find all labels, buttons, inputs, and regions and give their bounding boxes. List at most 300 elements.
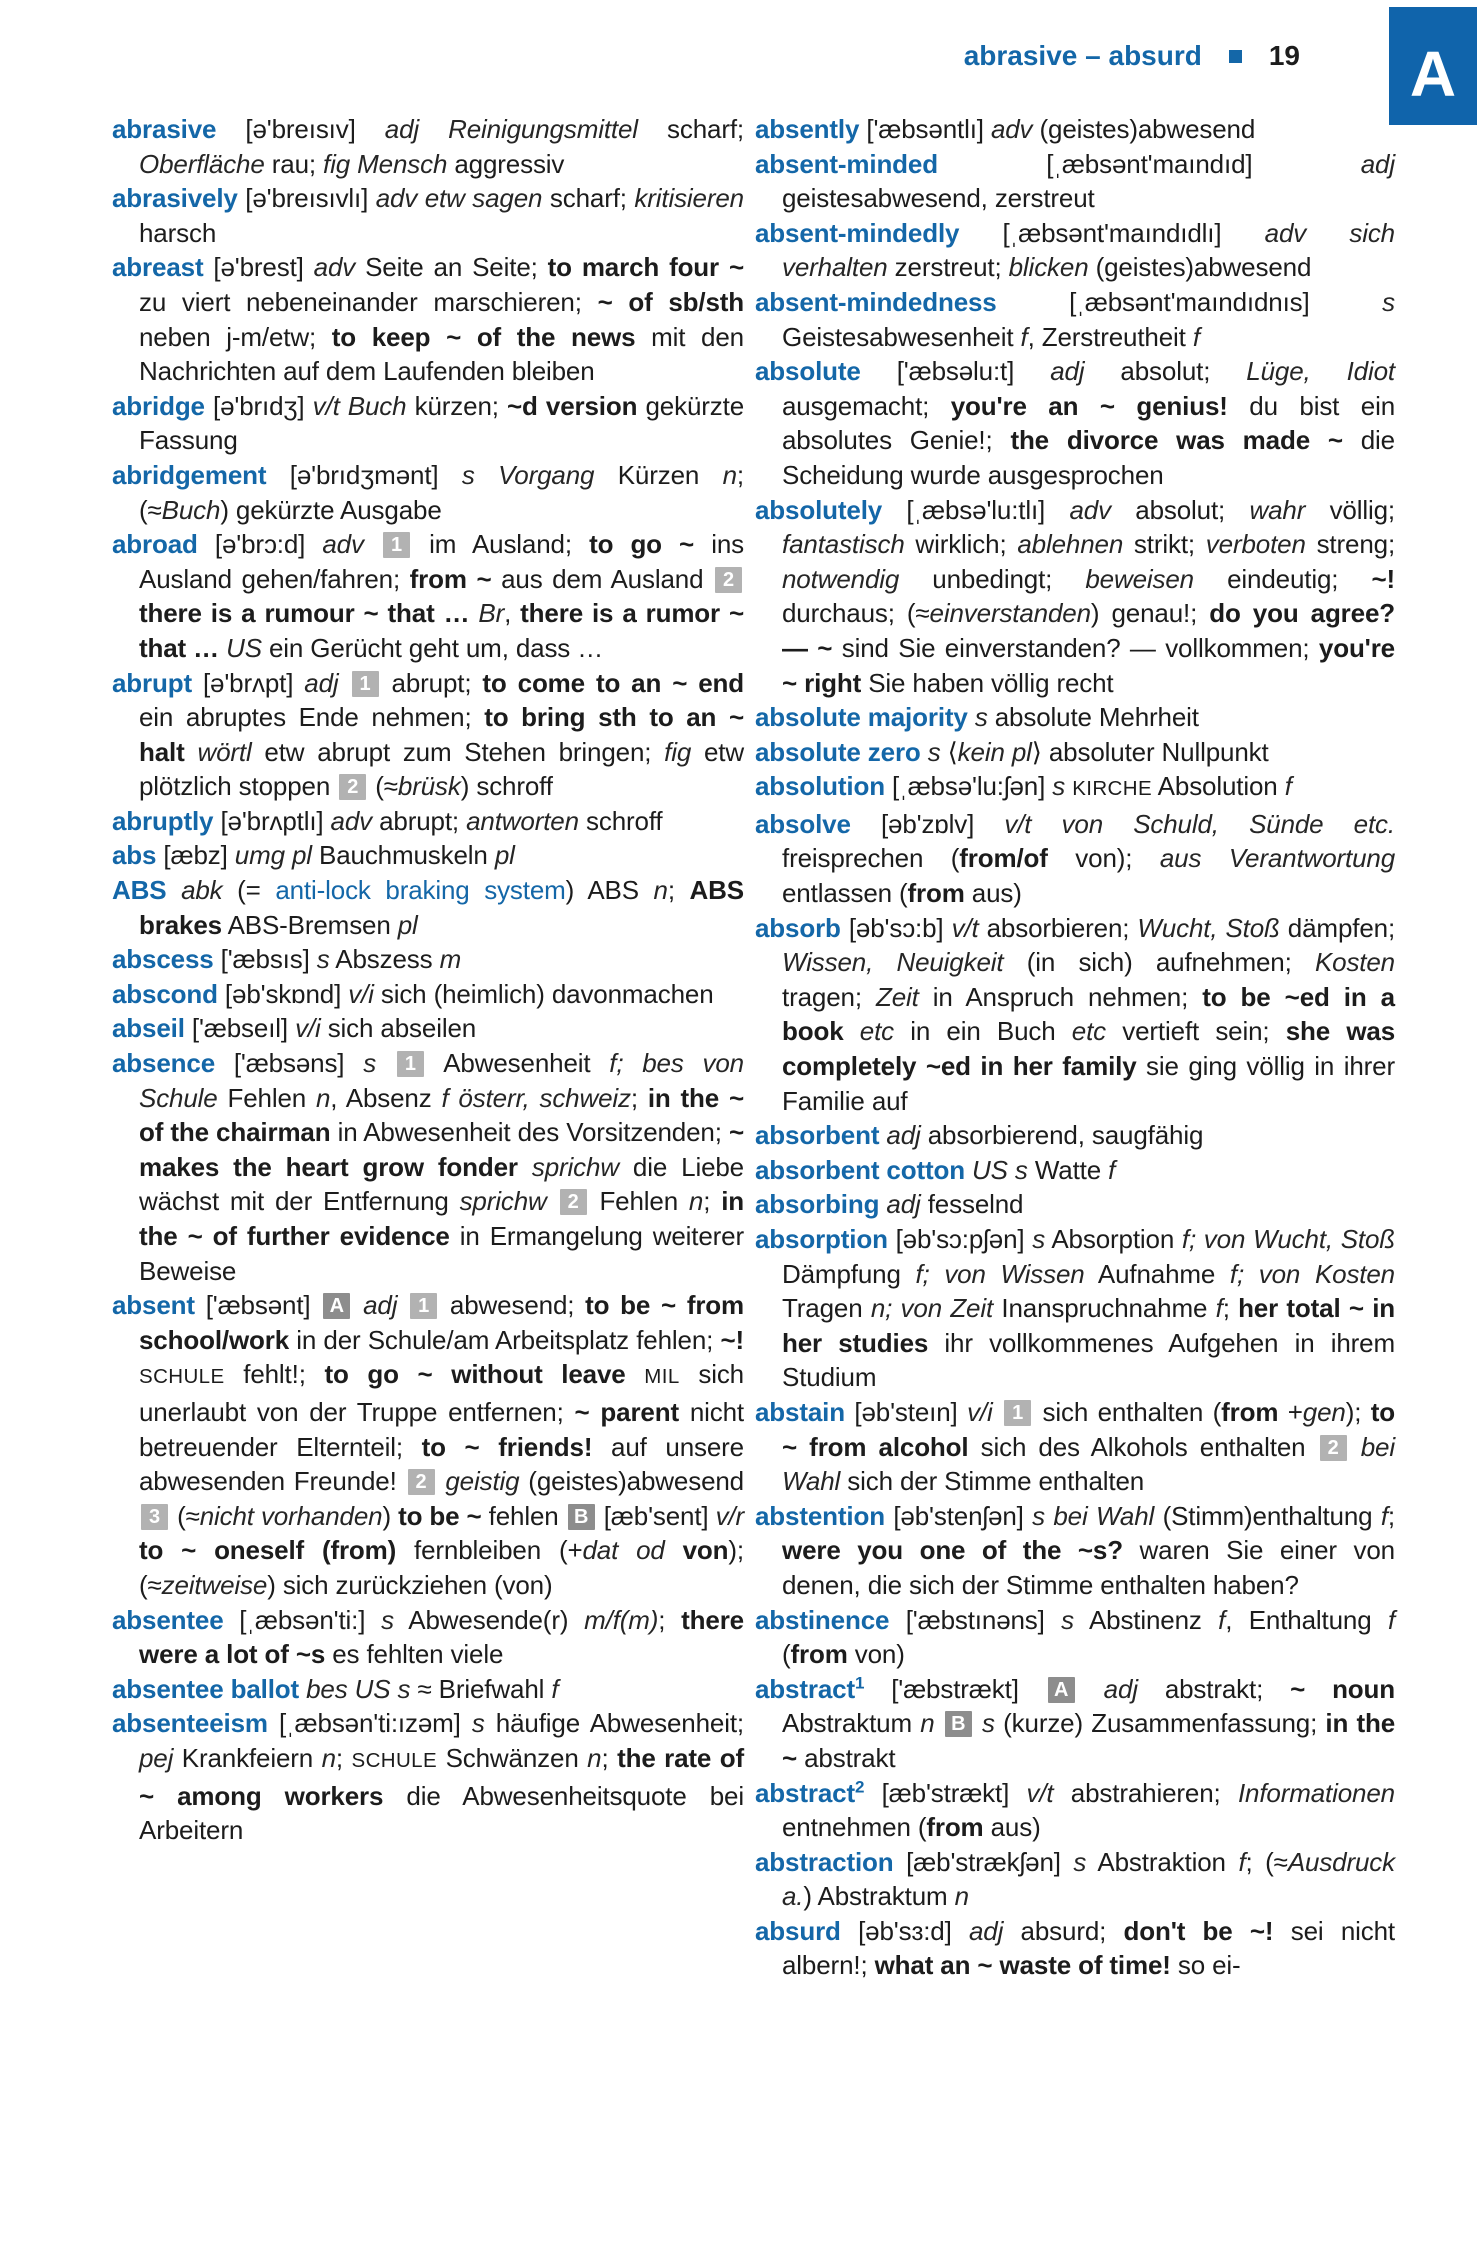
page-number: 19 (1268, 40, 1300, 71)
context-label: s (316, 944, 330, 975)
entry-text: die Abwesenheitsquote bei Arbeitern (139, 1780, 744, 1846)
context-label: v/t Buch (312, 390, 407, 421)
context-label: f (1387, 1604, 1396, 1635)
example-phrase: ~ parent (574, 1396, 679, 1427)
context-label: Buch (161, 494, 221, 525)
context-label: ablehnen (1017, 529, 1124, 560)
entry-text: in Abwesenheit des Vorsitzenden; (330, 1117, 729, 1148)
entry-text: ['æbsıs] (213, 944, 317, 975)
homograph-number: 1 (854, 1673, 865, 1693)
entry-text: scharf; (637, 114, 744, 144)
context-label: f; bes von Schule (139, 1048, 744, 1113)
entry-text: (= (222, 875, 276, 906)
sense-letter-badge: B (568, 1504, 595, 1530)
dictionary-entry (112, 838, 744, 873)
sense-letter-badge: B (945, 1711, 972, 1737)
entry-text: Watte (1027, 1154, 1109, 1185)
dictionary-entry (112, 804, 744, 839)
context-label: antworten (466, 805, 579, 836)
example-phrase: in the ~ of further evidence (139, 1186, 744, 1251)
context-label: pl (397, 909, 418, 940)
headword: absorbent cotton (755, 1154, 965, 1185)
column-right (755, 112, 1395, 1983)
entry-text: sich der Stimme enthalten (840, 1466, 1145, 1497)
entry-text: sich abseilen (320, 1013, 477, 1044)
dictionary-entry (755, 1914, 1395, 1983)
entry-text: Abstraktion (1086, 1846, 1239, 1877)
example-phrase: to be ~ed in a book (782, 981, 1395, 1047)
entry-text: absolut; (1110, 494, 1250, 525)
entry-text: Fehlen (588, 1186, 689, 1217)
entry-text: [ˌæbsən'ti:ızəm] (267, 1708, 472, 1739)
entry-text: ⟨ (940, 736, 958, 767)
entry-text (1077, 1674, 1104, 1704)
context-label: m (439, 944, 462, 975)
dictionary-entry (112, 873, 744, 942)
context-label: f (1020, 321, 1028, 352)
example-phrase: ~! (720, 1324, 744, 1355)
entry-text: harsch (139, 217, 217, 248)
entry-text: sei nicht albern!; (782, 1915, 1395, 1981)
example-phrase: from/of (959, 843, 1048, 874)
headword: absurd (755, 1915, 841, 1946)
entry-text: völlig; (1305, 494, 1395, 525)
entry-text: sich enthalten ( (1033, 1396, 1222, 1427)
context-label: s (1382, 286, 1395, 317)
dictionary-entry (755, 1222, 1395, 1395)
entry-text: ) (382, 1500, 399, 1531)
context-label: Zeit (875, 981, 919, 1012)
context-label: kritisieren (634, 183, 744, 214)
entry-text: die Scheidung wurde ausgesprochen (782, 425, 1395, 490)
example-phrase: to march four ~ (547, 252, 744, 283)
context-label: f österr, schweiz (441, 1082, 631, 1113)
tab-letter: A (1409, 38, 1457, 110)
context-label: umg pl (234, 840, 312, 871)
dictionary-entry (755, 1118, 1395, 1153)
dictionary-entry (112, 181, 744, 250)
entry-text: nicht betreuender Elternteil; (139, 1396, 745, 1462)
headword: absorb (755, 912, 841, 943)
sense-number-badge: 3 (141, 1504, 168, 1530)
context-label: adj Reinigungsmittel (384, 114, 638, 144)
entry-text: neben j-m/etw; (139, 321, 332, 352)
entry-text: sich (heimlich) davonmachen (373, 978, 714, 1009)
context-label: zeitweise (161, 1569, 268, 1600)
context-label: s (363, 1048, 377, 1079)
context-label: adv (322, 529, 364, 560)
dictionary-entry (112, 1288, 744, 1602)
example-phrase: from (926, 1812, 984, 1843)
headword: abscond (112, 978, 218, 1009)
entry-text: in ein Buch (894, 1016, 1072, 1047)
entry-text: geistesabwesend, zerstreut (782, 183, 1095, 214)
context-label: f (1218, 1604, 1226, 1635)
entry-text: fehlt!; (224, 1359, 325, 1390)
entry-text: ['æbsənt] (194, 1290, 322, 1321)
entry-text: [ə'brest] (203, 252, 314, 283)
sense-letter-badge: A (323, 1293, 350, 1319)
dictionary-entry (755, 1603, 1395, 1672)
entry-text: eindeutig; (1193, 563, 1372, 594)
entry-text (965, 1155, 972, 1185)
context-label: Wucht, Stoß (1137, 912, 1280, 943)
sense-number-badge: 2 (715, 567, 742, 593)
context-label: pej (139, 1742, 174, 1773)
entry-text: ) genau!; (1090, 598, 1210, 629)
context-label: n (653, 875, 668, 906)
sense-number-badge: 1 (1004, 1400, 1031, 1426)
entry-text: [ə'brʌptlı] (213, 805, 331, 836)
entry-text (339, 668, 350, 698)
entry-text: ; (1387, 1500, 1395, 1531)
entry-text: du bist ein absolutes Genie!; (782, 390, 1396, 456)
headword: abrasively (112, 183, 238, 214)
entry-text (397, 1290, 408, 1320)
entry-text: fernbleiben (+ (396, 1535, 583, 1566)
entry-text: Abwesende(r) (393, 1604, 585, 1635)
context-label: f (1192, 321, 1200, 352)
headword: absolution (755, 771, 885, 802)
context-label: n (321, 1742, 336, 1773)
context-label: verboten (1205, 529, 1306, 560)
entry-text: Abstinenz (1073, 1604, 1219, 1635)
entry-text: , (504, 598, 521, 629)
context-label: etc (1071, 1016, 1107, 1047)
context-label: US s (972, 1154, 1028, 1185)
entry-text (921, 737, 928, 767)
context-label: nicht vorhanden (199, 1500, 383, 1531)
entry-text: ⟩ absoluter Nullpunkt (1031, 736, 1269, 767)
context-label: dat od (582, 1535, 665, 1566)
entry-text: ; (630, 1082, 648, 1113)
entry-text: [əb'skɒnd] (217, 978, 349, 1009)
example-phrase: in the ~ (782, 1708, 1396, 1773)
entry-text: scharf; (542, 183, 635, 214)
example-phrase: from ~ (409, 563, 492, 594)
subject-label: SCHULE (351, 1748, 438, 1772)
context-label: fig Mensch (323, 148, 448, 179)
entry-text: Aufnahme (1084, 1258, 1230, 1289)
entry-text: Bauchmuskeln (311, 840, 495, 871)
context-label: v/t (1026, 1777, 1054, 1808)
entry-text: ) sich zurückziehen (von) (267, 1569, 553, 1600)
page-header (964, 40, 1300, 72)
example-phrase: to go ~ (589, 529, 695, 560)
headword: absently (755, 114, 860, 144)
entry-text: ; (335, 1742, 352, 1773)
dictionary-entry (755, 1845, 1395, 1914)
entry-text: (Stimm)enthaltung (1154, 1500, 1381, 1531)
headword: absent-mindedness (755, 286, 997, 317)
entry-text: Geistesabwesenheit (782, 321, 1021, 352)
headword: abstention (755, 1500, 885, 1531)
context-label: n (954, 1881, 969, 1912)
entry-text: abrupt; (372, 805, 467, 836)
context-label: fig (664, 736, 692, 767)
entry-text: häufige Abwesenheit; (484, 1708, 744, 1739)
headword: absolute zero (755, 736, 921, 767)
context-label: n (722, 459, 737, 490)
context-label: notwendig (782, 563, 900, 594)
example-phrase: there were a lot of ~s (139, 1604, 744, 1670)
dictionary-entry (112, 977, 744, 1012)
entry-text: (in sich) aufnehmen; (1003, 947, 1315, 978)
entry-text: Dämpfung (782, 1258, 916, 1289)
entry-text: Kürzen (594, 459, 723, 490)
dictionary-entry (755, 1153, 1395, 1188)
context-label: s bei Wahl (1032, 1500, 1155, 1531)
context-label: s (1052, 771, 1066, 802)
entry-text: ; (1222, 1293, 1239, 1324)
column-left (112, 112, 744, 1848)
headword: absent (112, 1290, 195, 1321)
entry-text: Schwänzen (437, 1742, 588, 1773)
entry-text: dämpfen; (1279, 912, 1396, 943)
context-label: adj (1360, 148, 1395, 179)
entry-text: ['æbseıl] (184, 1013, 296, 1044)
entry-text: entnehmen ( (782, 1812, 927, 1843)
context-label: v/i (967, 1396, 993, 1427)
headword: abscess (112, 944, 214, 975)
context-label: v/t von Schuld, Sünde etc. (1004, 808, 1395, 839)
headword: abrupt (112, 667, 192, 698)
entry-text: Krankfeiern (173, 1742, 322, 1773)
entry-text: aus) (964, 878, 1022, 909)
entry-text: ) Abstraktum (803, 1881, 955, 1912)
context-label: adj (968, 1915, 1004, 1946)
dictionary-entry (112, 1603, 744, 1672)
entry-text: ABS-Bremsen (221, 909, 398, 940)
dictionary-entry (755, 1499, 1395, 1603)
entry-text: , Absenz (330, 1082, 442, 1113)
entry-text: ; (703, 1186, 722, 1217)
headword: absentee ballot (112, 1673, 300, 1704)
context-label: f (1108, 1154, 1116, 1185)
entry-text: ['æbstrækt] (864, 1673, 1046, 1704)
subject-label: MIL (644, 1365, 680, 1389)
entry-text: [ˌæbsənt'maındıd] (937, 148, 1361, 179)
example-phrase: to keep ~ of the news (331, 321, 636, 352)
context-label: s (381, 1604, 394, 1635)
headword: abreast (112, 252, 204, 283)
headword: absence (112, 1048, 216, 1079)
headword: absorbing (755, 1189, 880, 1220)
entry-text: [əb'zɒlv] (850, 808, 1005, 839)
context-label: s (982, 1708, 995, 1739)
entry-text (1349, 1432, 1361, 1462)
entry-text: freisprechen ( (782, 843, 960, 874)
entry-text (376, 1048, 395, 1078)
entry-text: ); (1345, 1396, 1371, 1427)
entry-text: in Ermangelung weiterer Beweise (139, 1221, 744, 1286)
entry-text: in der Schule/am Arbeitsplatz fehlen; (289, 1324, 721, 1355)
entry-text: ['æbstınəns] (889, 1604, 1062, 1635)
entry-text (352, 1290, 363, 1320)
letter-tab (1389, 7, 1477, 125)
example-phrase: to ~ from alcohol (782, 1396, 1395, 1462)
entry-text: kürzen; (406, 390, 507, 421)
dictionary-entry (755, 1672, 1395, 1776)
entry-text: + (1278, 1396, 1303, 1427)
entry-text (968, 702, 975, 732)
dictionary-entry (755, 769, 1395, 807)
headword: absolute majority (755, 702, 968, 733)
entry-text: ); (≈ (139, 1535, 744, 1600)
entry-text: ['æbsəntlı] (859, 114, 991, 144)
example-phrase: ~ noun (1290, 1673, 1395, 1704)
sense-number-badge: 2 (560, 1189, 587, 1215)
context-label: s (1032, 1224, 1046, 1254)
entry-text: absorbieren; (978, 912, 1138, 943)
context-label: etc (859, 1016, 894, 1047)
context-label: Oberfläche (139, 148, 265, 179)
example-phrase: ABS brakes (139, 875, 744, 940)
entry-text: fesselnd (920, 1189, 1024, 1220)
entry-text: wirklich; (904, 529, 1018, 560)
context-label: f (1215, 1293, 1223, 1324)
example-phrase: to ~ friends! (421, 1431, 593, 1462)
entry-text: absorbierend, saugfähig (920, 1120, 1204, 1151)
context-label: Wissen, Neuigkeit (782, 947, 1004, 978)
context-label: s Vorgang (461, 459, 595, 490)
headword: absentee (112, 1604, 224, 1635)
example-phrase: do you agree? — ~ (782, 598, 1395, 663)
context-label: abk (181, 875, 223, 906)
entry-text: zerstreut; (887, 252, 1009, 283)
dictionary-entry (755, 735, 1395, 770)
entry-text: [əb'sɜ:d] (840, 1915, 969, 1946)
entry-text: ein abruptes Ende nehmen; (139, 702, 485, 733)
entry-text (518, 1152, 532, 1182)
entry-text (364, 529, 381, 559)
entry-text: von); (1047, 843, 1160, 874)
entry-text: fehlen (481, 1500, 566, 1531)
entry-text: [ə'breısıvlı] (237, 183, 376, 214)
entry-text: so ei- (1170, 1950, 1241, 1981)
context-label: n (920, 1708, 935, 1739)
entry-text: sie ging völlig in ihrer Familie auf (782, 1051, 1395, 1116)
entry-text: [əb'steın] (844, 1396, 968, 1427)
entry-text: ein Gerücht geht um, dass … (261, 632, 604, 663)
dictionary-entry (755, 700, 1395, 735)
dictionary-entry (755, 216, 1395, 285)
entry-text: rau; (264, 148, 324, 179)
dictionary-entry (112, 666, 744, 804)
example-phrase: the divorce was made ~ (1010, 425, 1343, 456)
entry-text: [æb'strækt] (864, 1777, 1027, 1808)
entry-text: [ə'brʌpt] (191, 667, 305, 698)
context-label: f (1380, 1500, 1388, 1531)
entry-text: , Zerstreutheit (1027, 321, 1193, 352)
entry-text: zu viert nebeneinander marschieren; (139, 286, 598, 317)
dictionary-entry (755, 1395, 1395, 1499)
entry-text: etw plötzlich stoppen (139, 736, 744, 802)
dictionary-entry (755, 911, 1395, 1119)
example-phrase: to go ~ without leave (324, 1359, 626, 1390)
entry-text: ins Ausland gehen/fahren; (139, 529, 744, 594)
context-label: adv (990, 114, 1033, 144)
context-label: v/r (715, 1500, 745, 1531)
dictionary-entry (112, 250, 744, 388)
dictionary-entry (112, 389, 744, 458)
entry-text (166, 875, 181, 905)
sense-letter-badge: A (1048, 1677, 1075, 1703)
context-label: wahr (1249, 494, 1306, 525)
example-phrase: to come to an ~ end (482, 667, 744, 698)
context-label: adv sich verhalten (782, 217, 1395, 283)
context-label: n (315, 1082, 331, 1113)
entry-text: in Anspruch nehmen; (918, 981, 1203, 1012)
context-label: einverstanden (929, 598, 1091, 629)
headword: abruptly (112, 805, 214, 836)
subject-label: SCHULE (139, 1365, 225, 1389)
headword: abstinence (755, 1604, 890, 1635)
entry-text: gekürzte Fassung (139, 390, 745, 456)
context-label: Informationen (1237, 1777, 1395, 1808)
example-phrase: there is a rumor ~ that … (139, 598, 744, 663)
entry-text: durchaus; (≈ (782, 598, 930, 629)
example-phrase: to ~ oneself (from) (139, 1535, 397, 1566)
context-label: f; von Wucht, Stoß (1181, 1224, 1396, 1254)
headword: absorbent (755, 1120, 880, 1151)
entry-text: [əb'sɔ:b] (840, 912, 952, 943)
context-label: blicken (1008, 252, 1089, 283)
entry-text: ; (601, 1742, 618, 1773)
dictionary-entry (755, 147, 1395, 216)
entry-text: tragen; (782, 981, 876, 1012)
context-label: fantastisch (782, 529, 905, 560)
headword: abseil (112, 1013, 185, 1044)
context-label: adv (1069, 494, 1111, 525)
entry-text: ['æbsəlu:t] (860, 356, 1051, 387)
entry-text: aus) (983, 1812, 1041, 1843)
example-phrase: were you one of the ~s? (782, 1535, 1123, 1566)
example-phrase: ~ of sb/sth (597, 286, 745, 317)
headword: abstain (755, 1396, 845, 1427)
headword: abrasive (112, 114, 217, 144)
dictionary-entry (112, 1672, 744, 1707)
entry-text: [ə'brıdʒ] (204, 390, 313, 421)
entry-text: Tragen (782, 1293, 871, 1324)
context-label: f; von Kosten (1229, 1258, 1395, 1289)
context-label: n (587, 1742, 602, 1773)
entry-text: im Ausland; (412, 529, 590, 560)
context-label: Br (478, 598, 505, 629)
headword: absenteeism (112, 1708, 268, 1739)
entry-text: sich des Alkohols enthalten (968, 1431, 1318, 1462)
headword: abridge (112, 390, 205, 421)
headword: absent-minded (755, 148, 938, 179)
entry-text: aus dem Ausland (491, 563, 713, 594)
headword: absorption (755, 1224, 888, 1254)
headword: abridgement (112, 459, 267, 490)
entry-text (974, 1708, 982, 1738)
context-label: Lüge, Idiot (1246, 356, 1395, 387)
example-phrase: she was completely ~ed in her family (782, 1016, 1396, 1082)
example-phrase: ~d version (506, 390, 638, 421)
example-phrase: von (682, 1535, 729, 1566)
subject-label: KIRCHE (1072, 777, 1153, 801)
entry-text: ) ABS (565, 875, 654, 906)
headword: abstract (755, 1777, 855, 1808)
entry-text: strikt; (1123, 529, 1206, 560)
header-bullet-icon (1229, 50, 1242, 63)
context-label: US (226, 632, 262, 663)
context-label: f; von Wissen (915, 1258, 1085, 1289)
context-label: f (1238, 1846, 1246, 1877)
headword: ABS (112, 875, 167, 906)
